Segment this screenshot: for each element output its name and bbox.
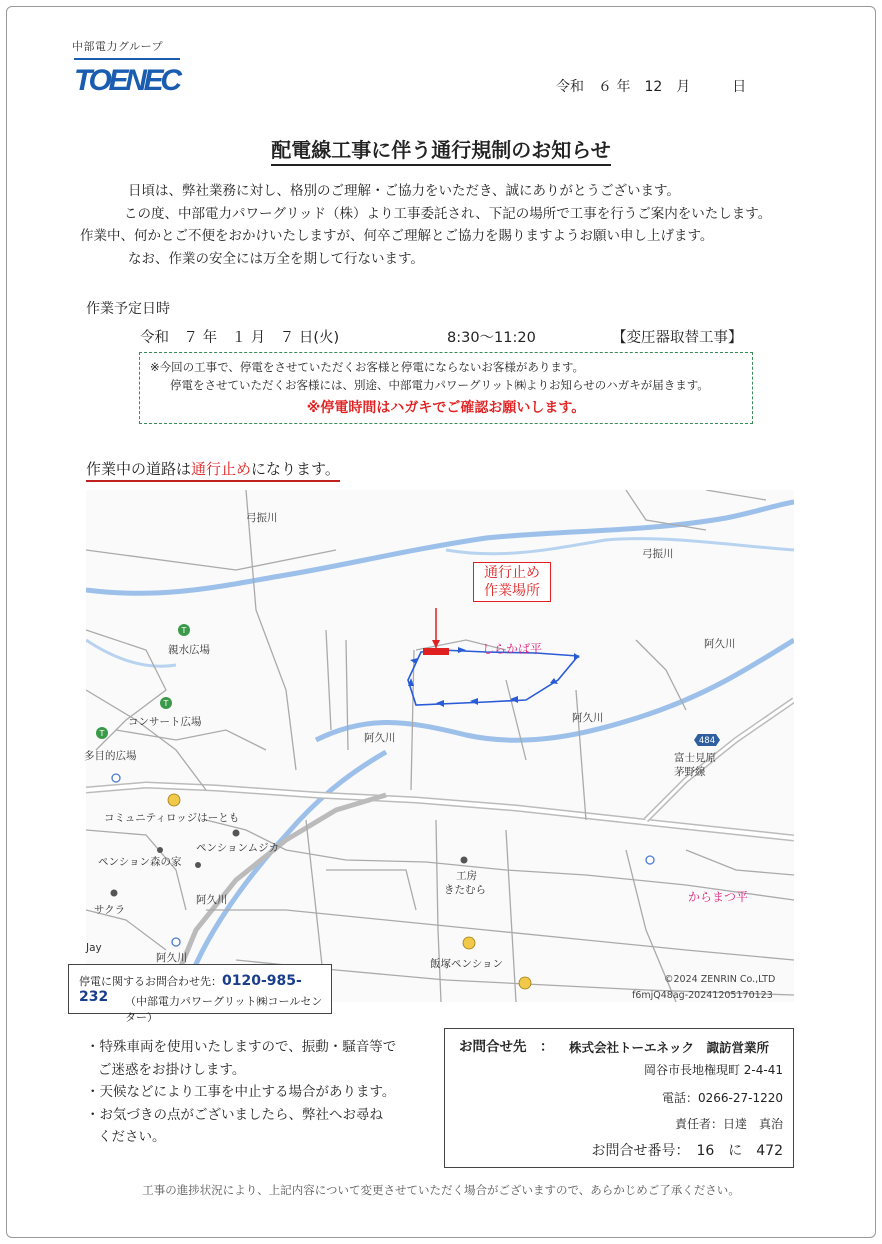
notes-list [86,1036,396,1149]
map-label: 阿久川 [364,732,396,744]
map-id: f6mjQ48ag-20241205170123 [632,990,773,1001]
map-label: 工房 [456,870,477,882]
svg-text:484: 484 [698,736,716,746]
work-type: 【変圧器取替工事】 [612,330,743,346]
group-name: 中部電力グループ [72,40,164,53]
power-contact-phone: 0120-985-232 [79,973,302,1005]
callout-line: 作業場所 [484,583,540,599]
map-label: きたむら [444,884,486,896]
road-closure-heading [86,458,340,479]
notice-line: 停電をさせていただくお客様には、別途、中部電力パワーグリット㈱よりお知らせのハガキが届きます。 [170,378,709,392]
issue-date: 令和 ６ 年 12 月 日 [556,79,747,95]
intro-line: 日頃は、弊社業務に対し、格別のご理解・ご協力をいただき、誠にありがとうございます。 [128,183,680,199]
intro-line: この度、中部電力パワーグリッド（株）より工事委託され、下記の場所で工事を行うご案内をいたします。 [124,205,772,222]
note-item: ・お気づきの点がございましたら、弊社へお尋ね [86,1106,383,1123]
map-label: Jay [86,942,102,954]
office-contact-box [444,1028,794,1168]
map-label: 富士見原 [674,752,716,764]
office-address: 岡谷市長地権現町 2-4-41 [643,1063,783,1077]
map-label-karamatsu: からまつ平 [688,890,749,904]
map-label: 弓振川 [642,548,674,560]
svg-text:T: T [99,729,105,738]
map-label: コミュニティロッジはーとも [104,812,240,824]
map-label: コンサート広場 [128,716,202,728]
note-item: ・天候などにより工事を中止する場合があります。 [86,1084,396,1100]
svg-text:T: T [181,626,187,635]
road-closure-callout [473,562,551,602]
map-label: 阿久川 [196,894,228,906]
office-company: 株式会社トーエネック 諏訪営業所 [569,1040,770,1055]
map-copyright: ©2024 ZENRIN Co.,LTD [664,974,776,985]
map-label: 阿久川 [704,638,736,650]
schedule-time: 8:30～11:20 [447,330,536,346]
office-manager: 責任者：日達 真治 [674,1117,783,1131]
footer-note: 工事の進捗状況により、上記内容について変更させていただく場合がございますので、あらかじめご了承ください。 [142,1183,740,1197]
power-outage-notice [139,352,753,424]
office-label: お問合せ先 ： [459,1039,554,1055]
power-contact-center: （中部電力パワーグリット㈱コールセンター） [125,995,323,1024]
power-contact-box [68,964,332,1024]
map-label: 多目的広場 [84,750,137,762]
toenec-logo [72,52,184,98]
road-prefix: 作業中の道路は [86,460,192,478]
map-graphic [86,490,794,1002]
note-item-cont: ご迷惑をお掛けします。 [98,1061,246,1078]
map-label-shirakaba: しらかば平 [482,642,543,656]
intro-line: 作業中、何かとご不便をおかけいたしますが、何卒ご理解とご協力を賜りますようお願い申し上げます。 [80,228,714,244]
map-label: 茅野線 [674,766,706,778]
schedule-heading: 作業予定日時 [86,301,170,317]
svg-text:TOENEC: TOENEC [74,64,182,97]
map-label: 阿久川 [572,712,604,724]
map-label: ペンション森の家 [98,856,182,868]
road-suffix: になります。 [251,460,340,478]
office-phone: 電話：0266-27-1220 [661,1091,783,1105]
intro-paragraph [80,180,810,270]
road-highlight: 通行止め [191,460,252,478]
schedule-date: 令和 ７ 年 １ 月 ７ 日(火) [140,330,340,346]
callout-line: 通行止め [484,565,540,581]
note-item-cont: ください。 [98,1129,166,1145]
notice-line: ※今回の工事で、停電をさせていただくお客様と停電にならないお客様があります。 [150,360,584,374]
notice-emphasis: ※停電時間はハガキでご確認お願いします。 [306,400,586,416]
page-title [0,134,882,163]
map-label: ペンションムジカ [196,842,280,854]
area-map [86,490,794,1002]
power-contact-label: 停電に関するお問合わせ先： [79,975,222,988]
map-label: 飯塚ペンション [430,958,504,970]
svg-text:T: T [163,699,169,708]
intro-line: なお、作業の安全には万全を期して行ないます。 [128,250,424,267]
map-label: 阿久川 [156,952,188,964]
page-title-text: 配電線工事に伴う通行規制のお知らせ [271,138,610,166]
map-label: 親水広場 [168,644,210,656]
note-item: ・特殊車両を使用いたしますので、振動・騒音等で [86,1039,397,1055]
map-label: 弓振川 [246,512,278,524]
inquiry-number: お問合せ番号： 16 に 472 [591,1143,783,1159]
map-label: サクラ [94,904,126,916]
